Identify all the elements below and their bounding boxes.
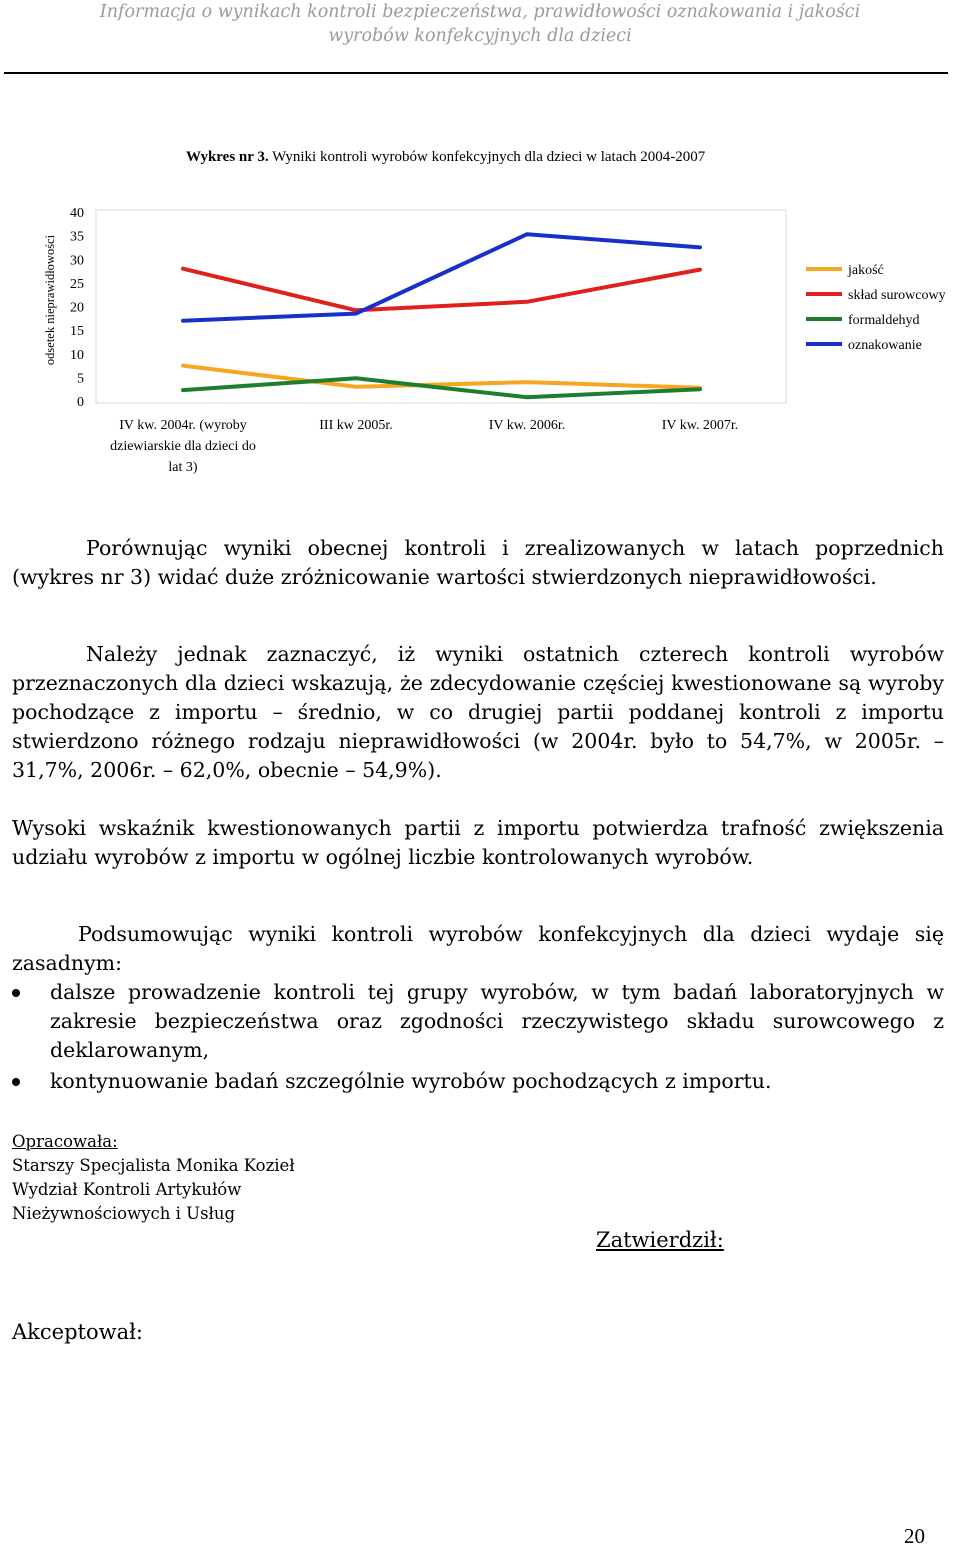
legend-label: skład surowcowy (848, 288, 946, 303)
legend-label: jakość (848, 263, 884, 278)
running-header-line1: Informacja o wynikach kontroli bezpieczeństwa, prawidłowości oznakowania i jakości (99, 2, 861, 22)
y-tick-label: 20 (70, 300, 84, 316)
list-item-text: dalsze prowadzenie kontroli tej grupy wyrobów, w tym badań laboratoryjnych w zakresie bezpieczeństwa oraz zgodności rzeczywistego składu surowcowego z deklarowanym, (50, 980, 944, 1062)
chart-caption (186, 146, 886, 168)
running-header (0, 0, 960, 48)
running-header-line2: wyrobów konfekcyjnych dla dzieci (328, 26, 632, 46)
legend-label: formaldehyd (848, 313, 920, 328)
recommendation-list (12, 978, 944, 1098)
paragraph-indicator: Wysoki wskaźnik kwestionowanych partii z importu potwierdza trafność zwiększenia udziału wyrobów z importu w ogólnej liczbie kontrolowanych wyrobów. (12, 816, 944, 869)
x-tick-label: dziewiarskie dla dzieci do (110, 439, 256, 454)
y-tick-label: 25 (70, 276, 84, 292)
list-item (12, 978, 944, 1065)
preparer-department-cont: Nieżywnościowych i Usług (12, 1204, 236, 1223)
prepared-by-label: Opracowała: (12, 1132, 118, 1151)
paragraph-import: Należy jednak zaznaczyć, iż wyniki ostatnich czterech kontroli wyrobów przeznaczonych dla dzieci wskazują, że zdecydowanie częściej kwestionowane są wyroby pochodzące z importu – średnio, w co drugiej partii poddanej kontroli z importu stwierdzono różnego rodzaju nieprawidłowości (w 2004r. było to 54,7%, w 2005r. – 31,7%, 2006r. – 62,0%, obecnie – 54,9%). (12, 642, 944, 782)
page-number: 20 (904, 1524, 925, 1548)
accepted-by-label: Akceptował: (12, 1320, 143, 1344)
list-item-text: kontynuowanie badań szczególnie wyrobów pochodzących z importu. (50, 1069, 772, 1093)
y-tick-label: 10 (70, 347, 84, 363)
x-tick-label: IV kw. 2006r. (488, 418, 566, 433)
chart-caption-text: Wyniki kontroli wyrobów konfekcyjnych dla dzieci w latach 2004-2007 (268, 149, 706, 165)
x-tick-label: IV kw. 2007r. (661, 418, 739, 433)
y-tick-label: 40 (70, 206, 84, 221)
paragraph-comparison: Porównując wyniki obecnej kontroli i zrealizowanych w latach poprzednich (wykres nr 3) widać duże zróżnicowanie wartości stwierdzonych nieprawidłowości. (12, 536, 944, 589)
paragraph-summary: Podsumowując wyniki kontroli wyrobów konfekcyjnych dla dzieci wydaje się zasadnym: (12, 922, 944, 975)
x-tick-label: lat 3) (168, 460, 198, 475)
header-rule (4, 72, 948, 74)
line-chart (0, 188, 960, 488)
y-tick-label: 35 (70, 229, 84, 245)
preparer-department: Wydział Kontroli Artykułów (12, 1180, 242, 1199)
y-axis-label: odsetek nieprawidłowości (43, 234, 57, 366)
approved-by-label: Zatwierdził: (596, 1228, 724, 1252)
legend-label: oznakowanie (848, 338, 922, 353)
series-line (183, 378, 700, 397)
y-tick-label: 0 (77, 395, 84, 410)
x-tick-label: III kw 2005r. (319, 418, 393, 433)
y-tick-label: 5 (77, 371, 84, 387)
bullet-icon (12, 989, 20, 997)
preparer-name: Starszy Specjalista Monika Kozieł (12, 1156, 295, 1175)
x-tick-label: IV kw. 2004r. (wyroby (119, 418, 247, 433)
list-item (12, 1067, 944, 1096)
chart-caption-bold: Wykres nr 3. (186, 149, 269, 165)
y-tick-label: 15 (70, 324, 84, 340)
bullet-icon (12, 1078, 20, 1086)
y-tick-label: 30 (70, 253, 84, 269)
